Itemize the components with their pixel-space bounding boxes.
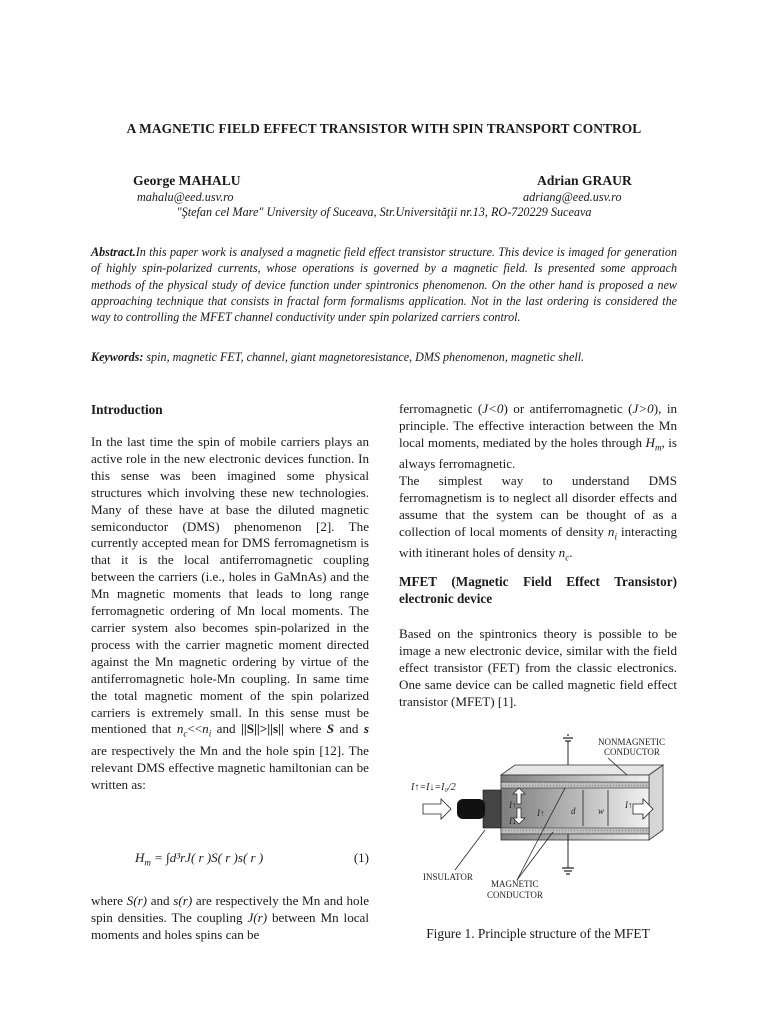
input-current-arrow [423, 799, 451, 819]
where-text: where [283, 721, 327, 737]
Sr-symbol: S(r) [126, 893, 148, 908]
Jr-symbol: J(r) [247, 909, 268, 925]
mfet-figure [405, 730, 673, 905]
label-i-up: I↑ [509, 800, 517, 810]
abstract [91, 244, 677, 325]
and-text-2: and [334, 721, 364, 737]
label-i-down: I↓ [509, 816, 517, 826]
intro-heading: Introduction [91, 402, 163, 417]
label-w: w [598, 806, 605, 816]
paper-title: A MAGNETIC FIELD EFFECT TRANSISTOR WITH SPIN TRANSPORT CONTROL [126, 121, 642, 136]
intro-paragraph-1 [91, 434, 369, 794]
much-less-symbol: << [187, 721, 203, 737]
pointer-insulator [455, 830, 485, 870]
S-symbol: S [326, 721, 335, 737]
J-negative: J<0 [482, 401, 504, 416]
Hm-symbol: $H_m$ [645, 434, 662, 453]
J-positive: J>0 [632, 401, 654, 416]
intro-p1-tail: are respectively the Mn and the hole spin [12]. The relevant DMS effective magnetic hamiltonian can be written as: [91, 742, 369, 792]
label-magnetic-2: CONDUCTOR [487, 890, 543, 900]
nc-symbol: $n_c$ [176, 721, 188, 740]
ni-symbol: $n_i$ [202, 721, 212, 740]
nc-symbol-right: $n_c$ [558, 545, 570, 564]
ni-symbol-right: $n_i$ [607, 523, 617, 542]
right-paragraph-3: Based on the spintronics theory is possible to be image a new electronic device, similar with the field effect transistor (FET) from the classic electronics. One same device can be called magnetic field effect transistor (MFET) [1]. [399, 626, 677, 709]
keywords-label: Keywords: [91, 350, 144, 364]
gate-electrode [457, 799, 485, 819]
right-paragraph-1: ferromagnetic (J<0) or antiferromagnetic (J>0), in principle. The effective interaction between the Mn local moments, mediated by the holes through $H_m$, is always ferromagnetic. The simplest way to understand DMS ferromagnetism is to neglect all disorder effects and assume that the system can be thought of as a collection of local moments of density $n_i$ interacting with itinerant holes of density $n_c$. [399, 401, 678, 564]
label-i-up-right: I↑ [625, 800, 633, 810]
and-text: and [211, 721, 241, 737]
keywords-text: spin, magnetic FET, channel, giant magnetoresistance, DMS phenomenon, magnetic shell. [143, 350, 585, 364]
device-top-face [501, 765, 663, 775]
intro-paragraph-2: where S(r) and s(r) are respectively the Mn and hole spin densities. The coupling J(r) between Mn local moments and holes spins can be [91, 893, 370, 942]
intro-p1-text: In the last time the spin of mobile carriers plays an active role in the new electronic devices function. In this sense was been imagined some physical structures which involving these new technologies. Many of these have at base the diluted magnetic semiconductor (DMS) phenomenon [2]. The currently accepted mean for DMS ferromagnetism is that it is the local antiferromagnetic coupling between the carriers (i.e., holes in GaMnAs) and the Mn magnetic moments that leads to long range ferromagnetic ordering of Mn local moments. The carrier system also becomes spin-polarized in the process with the carrier magnetic moment directed against the Mn magnetic ordering by virtue of the antiferromagnetic hole-Mn coupling. In same time the total magnetic moment of the spin polarized carriers is extremely small. In this sense must be mentioned that [91, 434, 369, 737]
label-insulator: INSULATOR [423, 872, 473, 882]
author-email-2: adriang@eed.usv.ro [523, 190, 622, 204]
label-magnetic-1: MAGNETIC [491, 879, 539, 889]
author-email-1: mahalu@eed.usv.ro [137, 190, 234, 204]
equation-1 [91, 850, 369, 870]
figure-caption: Figure 1. Principle structure of the MFET [426, 926, 650, 941]
label-i-up-mid: I↑ [537, 808, 545, 818]
author-name-1: George MAHALU [133, 173, 241, 188]
magnetic-layer-top [501, 782, 649, 788]
mfet-heading: MFET (Magnetic Field Effect Transistor) electronic device [399, 574, 677, 606]
equation-number: (1) [353, 850, 369, 865]
magnetic-layer-bottom [501, 828, 649, 834]
label-current: I↑=I↓=I₀/2 [411, 782, 456, 793]
author-name-2: Adrian GRAUR [537, 173, 632, 188]
keywords [91, 349, 677, 365]
norm-expression: ||S||>||s|| [241, 721, 284, 737]
label-nonmagnetic-1: NONMAGNETIC [598, 737, 665, 747]
device-side-face [649, 765, 663, 840]
sr-symbol: s(r) [173, 893, 193, 908]
label-nonmagnetic-2: CONDUCTOR [604, 747, 660, 757]
insulator-block [483, 790, 501, 828]
affiliation: "Ştefan cel Mare" University of Suceava, Str.Universităţii nr.13, RO-720229 Suceava [176, 205, 592, 219]
equation-expression: $H_m = \int d^3rJ$( r )S( r )s( r ) [135, 850, 264, 868]
label-d: d [571, 806, 576, 816]
s-symbol: s [363, 721, 369, 737]
abstract-text: In this paper work is analysed a magnetic field effect transistor structure. This device is imaged for generation of highly spin-polarized currents, whose operations is governed by a magnetic field. Is presented some approach methods of the physical study of device function under spintronics phenomenon. On the other hand is proposed a new approaching technique that consists in fractal form formalisms application. Not in the last ordering is considered the way to controlling the MFET channel conductivity under spin polarized carriers control. [91, 245, 677, 325]
abstract-label: Abstract. [91, 245, 136, 259]
